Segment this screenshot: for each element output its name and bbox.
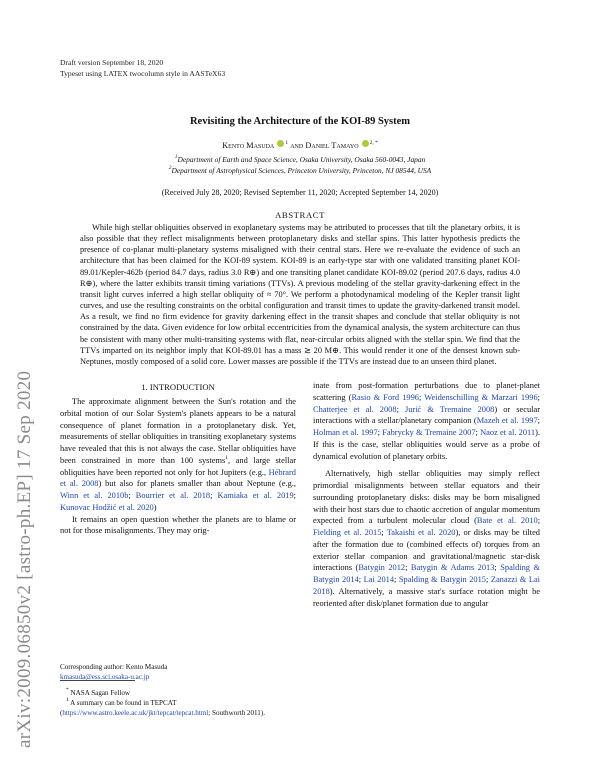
affiliation-mark: 1 xyxy=(174,154,178,160)
footnote-rule xyxy=(60,680,135,681)
author-name[interactable]: Daniel Tamayo xyxy=(305,141,359,150)
citation-link[interactable]: Naoz et al. 2011 xyxy=(480,428,536,437)
footnote-list xyxy=(60,688,296,718)
citation-link[interactable]: Batygin & Adams 2013 xyxy=(410,563,495,573)
draft-line: Draft version September 18, 2020 xyxy=(60,58,164,67)
citation-link[interactable]: Hébrard et al. 2008 xyxy=(60,467,296,489)
paper-title: Revisiting the Architecture of the KOI-89 System xyxy=(189,116,411,127)
paragraph: The approximate alignment between the Sun's rotation and the orbital motion of our Solar System's planets appears to be a natural consequence of planet formation in a protoplanetary disk. Yet, measurements of stellar obliquities in transiting exoplanetary systems have revealed that this is not always the case. Stellar obliquities have been constrained in more than 100 systems$^1$, and large stellar obliquities have been reported not only for hot Jupiters (e.g., Hébrard et al. 2008) but also for planets smaller than about Neptune (e.g., Winn et al. 2010b; Bourrier et al. 2018; Kamiaka et al. 2019; Kunovac Hodžić et al. 2020) xyxy=(60,397,296,512)
affiliation-mark: 1 xyxy=(285,140,289,146)
left-column xyxy=(60,396,296,537)
author-line xyxy=(0,140,600,150)
affiliation-mark: 2 xyxy=(168,165,172,171)
affiliation xyxy=(0,166,600,175)
citation-link[interactable]: Takaishi et al. 2020 xyxy=(386,528,456,537)
orcid-icon[interactable] xyxy=(362,140,369,147)
corresponding-author: Corresponding author: Kento Masuda xyxy=(60,663,168,671)
footnote: * NASA Sagan Fellow xyxy=(66,687,131,697)
citation-link[interactable]: Mazeh et al. 1997 xyxy=(476,416,538,426)
dates-line: (Received July 28, 2020; Revised September 11, 2020; Accepted September 14, 2020) xyxy=(161,188,439,197)
citation-link[interactable]: Holman et al. 1997 xyxy=(313,428,378,437)
section-heading: 1. INTRODUCTION xyxy=(141,382,215,392)
citation-link[interactable]: Lai 2014 xyxy=(363,575,395,584)
citation-link[interactable]: Rasio & Ford 1996 xyxy=(351,392,419,402)
citation-link[interactable]: Bate et al. 2010 xyxy=(476,516,538,526)
author-name[interactable]: Kento Masuda xyxy=(222,141,275,150)
citation-link[interactable]: Fabrycky & Tremaine 2007 xyxy=(382,428,476,437)
citation-link[interactable]: Zanazzi & Lai 2018 xyxy=(313,575,541,596)
footnote: $^1$ A summary can be found in TEPCAT (https://www.astro.keele.ac.uk/jkt/tepcat/tepcat.html; Southworth 2011). xyxy=(60,697,265,717)
footnote-mark[interactable]: 1 xyxy=(225,454,228,461)
arxiv-stamp: arXiv:2009.06850v2 [astro-ph.EP] 17 Sep 2020 xyxy=(14,370,35,748)
affiliation-text: Department of Earth and Space Science, Osaka University, Osaka 560-0043, Japan xyxy=(177,155,426,164)
abstract-body: While high stellar obliquities observed in exoplanetary systems may be attributed to processes that tilt the planetary orbits, it is also possible that they reflect misalignments between protoplanetary disks and stellar spins. This latter hypothesis predicts the presence of co-planar multi-planetary systems misaligned with their central stars. Here we re-evaluate the evidence of such an architecture that has been claimed for the KOI-89 system. KOI-89 is an early-type star with one validated transiting planet KOI-89.01/Kepler-462b (period 84.7 days, radius 3.0 R⊕) and one transiting planet candidate KOI-89.02 (period 207.6 days, radius 4.0 R⊕), where the latter exhibits transit timing variations (TTVs). A previous modeling of the stellar gravity-darkening effect in the transit light curves inferred a high stellar obliquity of ≈ 70°. We perform a photodynamical modeling of the Kepler transit light curves, and use the resulting constraints on the orbital configuration and transit times to update the gravity-darkened transit model. As a result, we find no firm evidence for gravity darkening effect in the transit shapes and conclude that stellar obliquity is not constrained by the data. Given evidence for low orbital eccentricities from the dynamical analysis, the system architecture can thus be consistent with many other multi-transiting systems with flat, near-circular orbits aligned with the stellar spin. We find that the TTVs imparted on its neighbor imply that KOI-89.01 has a mass ≳ 20 M⊕. This would render it one of the densest known sub-Neptunes, mostly composed of a solid core. Lower masses are possible if the TTVs are instead due to an unseen third planet. xyxy=(80,223,520,366)
affiliation xyxy=(0,155,600,164)
footnotes xyxy=(60,662,296,682)
citation-link[interactable]: Fielding et al. 2015 xyxy=(313,528,382,537)
affiliation-mark: 2, * xyxy=(369,140,378,146)
paragraph: inate from post-formation perturbations due to planet-planet scattering (Rasio & Ford 1996; Weidenschilling & Marzari 1996; Chatterjee et al. 2008; Jurić & Tremaine 2008) or secular interactions with a stellar/planetary companion (Mazeh et al. 1997; Holman et al. 1997; Fabrycky & Tremaine 2007; Naoz et al. 2011). If this is the case, stellar obliquities would serve as a probe of dynamical evolution of planetary orbits. xyxy=(313,381,541,461)
typeset-line: Typeset using LATEX twocolumn style in AASTeX63 xyxy=(60,69,226,78)
tepcat-link[interactable]: https://www.astro.keele.ac.uk/jkt/tepcat/tepcat.html xyxy=(62,709,209,717)
abstract-heading: ABSTRACT xyxy=(275,210,325,220)
paragraph: Alternatively, high stellar obliquities may simply reflect primordial misalignments between stellar equators and their surrounding protoplanetary disks: disks may be born misaligned with their host stars due to chaotic accretion of angular momentum expected from a turbulent molecular cloud (Bate et al. 2010; Fielding et al. 2015; Takaishi et al. 2020), or disks may be tilted after the formation due to (combined effects of) torques from an exterior stellar companion and gravitational/magnetic star-disk interactions (Batygin 2012; Batygin & Adams 2013; Spalding & Batygin 2014; Lai 2014; Spalding & Batygin 2015; Zanazzi & Lai 2018). Alternatively, a massive star's surface rotation might be reoriented after disk/planet formation due to angular xyxy=(313,469,541,608)
citation-link[interactable]: Spalding & Batygin 2014 xyxy=(313,563,540,584)
citation-link[interactable]: Kamiaka et al. 2019 xyxy=(217,491,294,500)
author-email[interactable]: kmasuda@ess.sci.osaka-u.ac.jp xyxy=(60,673,150,681)
citation-link[interactable]: Kunovac Hodžić et al. 2020 xyxy=(60,502,154,512)
citation-link[interactable]: Batygin 2012 xyxy=(358,563,406,573)
affiliation-text: Department of Astrophysical Sciences, Princeton University, Princeton, NJ 08544, USA xyxy=(171,166,432,175)
paragraph: It remains an open question whether the planets are to blame or not for those misalignments. They may orig- xyxy=(60,514,296,536)
citation-link[interactable]: Weidenschilling & Marzari 1996 xyxy=(424,392,538,402)
citation-link[interactable]: Winn et al. 2010b xyxy=(60,491,129,500)
orcid-icon[interactable] xyxy=(277,140,284,147)
citation-link[interactable]: Bourrier et al. 2018 xyxy=(135,491,211,500)
citation-link[interactable]: Spalding & Batygin 2015 xyxy=(398,575,486,584)
right-column xyxy=(313,380,540,609)
author-connector: and xyxy=(290,141,304,150)
citation-link[interactable]: Jurić & Tremaine 2008 xyxy=(404,404,495,414)
citation-link[interactable]: Chatterjee et al. 2008 xyxy=(313,404,397,414)
